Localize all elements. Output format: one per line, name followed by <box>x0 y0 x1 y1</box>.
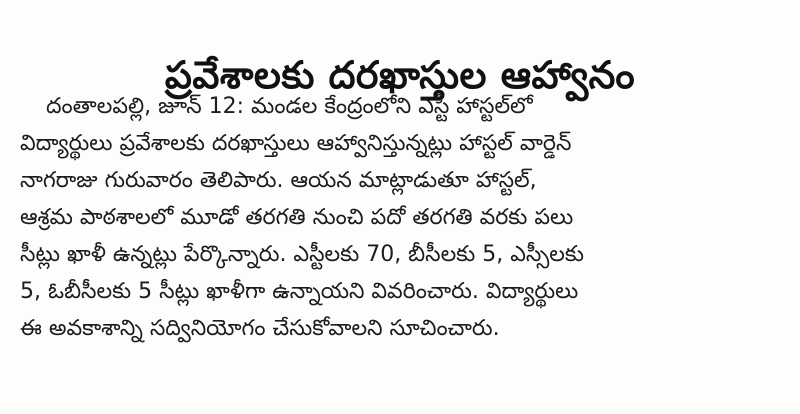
article-line: విద్యార్థులు ప్రవేశాలకు దరఖాస్తులు ఆహ్వానిస్తున్నట్లు హాస్టల్ వార్డెన్ <box>20 131 572 156</box>
article-line: నాగరాజు గురువారం తెలిపారు. ఆయన మాట్లాడుతూ హాస్టల్, <box>20 168 537 193</box>
article-line: 5, ఓబీసీలకు 5 సీట్లు ఖాళీగా ఉన్నాయని వివరించారు. విద్యార్థులు <box>20 279 579 304</box>
article-line: ఈ అవకాశాన్ని సద్వినియోగం చేసుకోవాలని సూచించారు. <box>20 316 500 341</box>
article-headline: ప్రవేశాలకు దరఖాస్తుల ఆహ్వానం <box>164 53 636 98</box>
article-body <box>20 88 742 347</box>
article-line: సీట్లు ఖాళీ ఉన్నట్లు పేర్కొన్నారు. ఎస్టీలకు 70, బీసీలకు 5, ఎస్సీలకు <box>20 242 584 267</box>
article-line: ఆశ్రమ పాఠశాలలో మూడో తరగతి నుంచి పదో తరగతి వరకు పలు <box>20 205 574 230</box>
article-line: దంతాలపల్లి, జూన్ 12: మండల కేంద్రంలోని ఎస్టీ హాస్టల్‌లో <box>46 94 533 119</box>
